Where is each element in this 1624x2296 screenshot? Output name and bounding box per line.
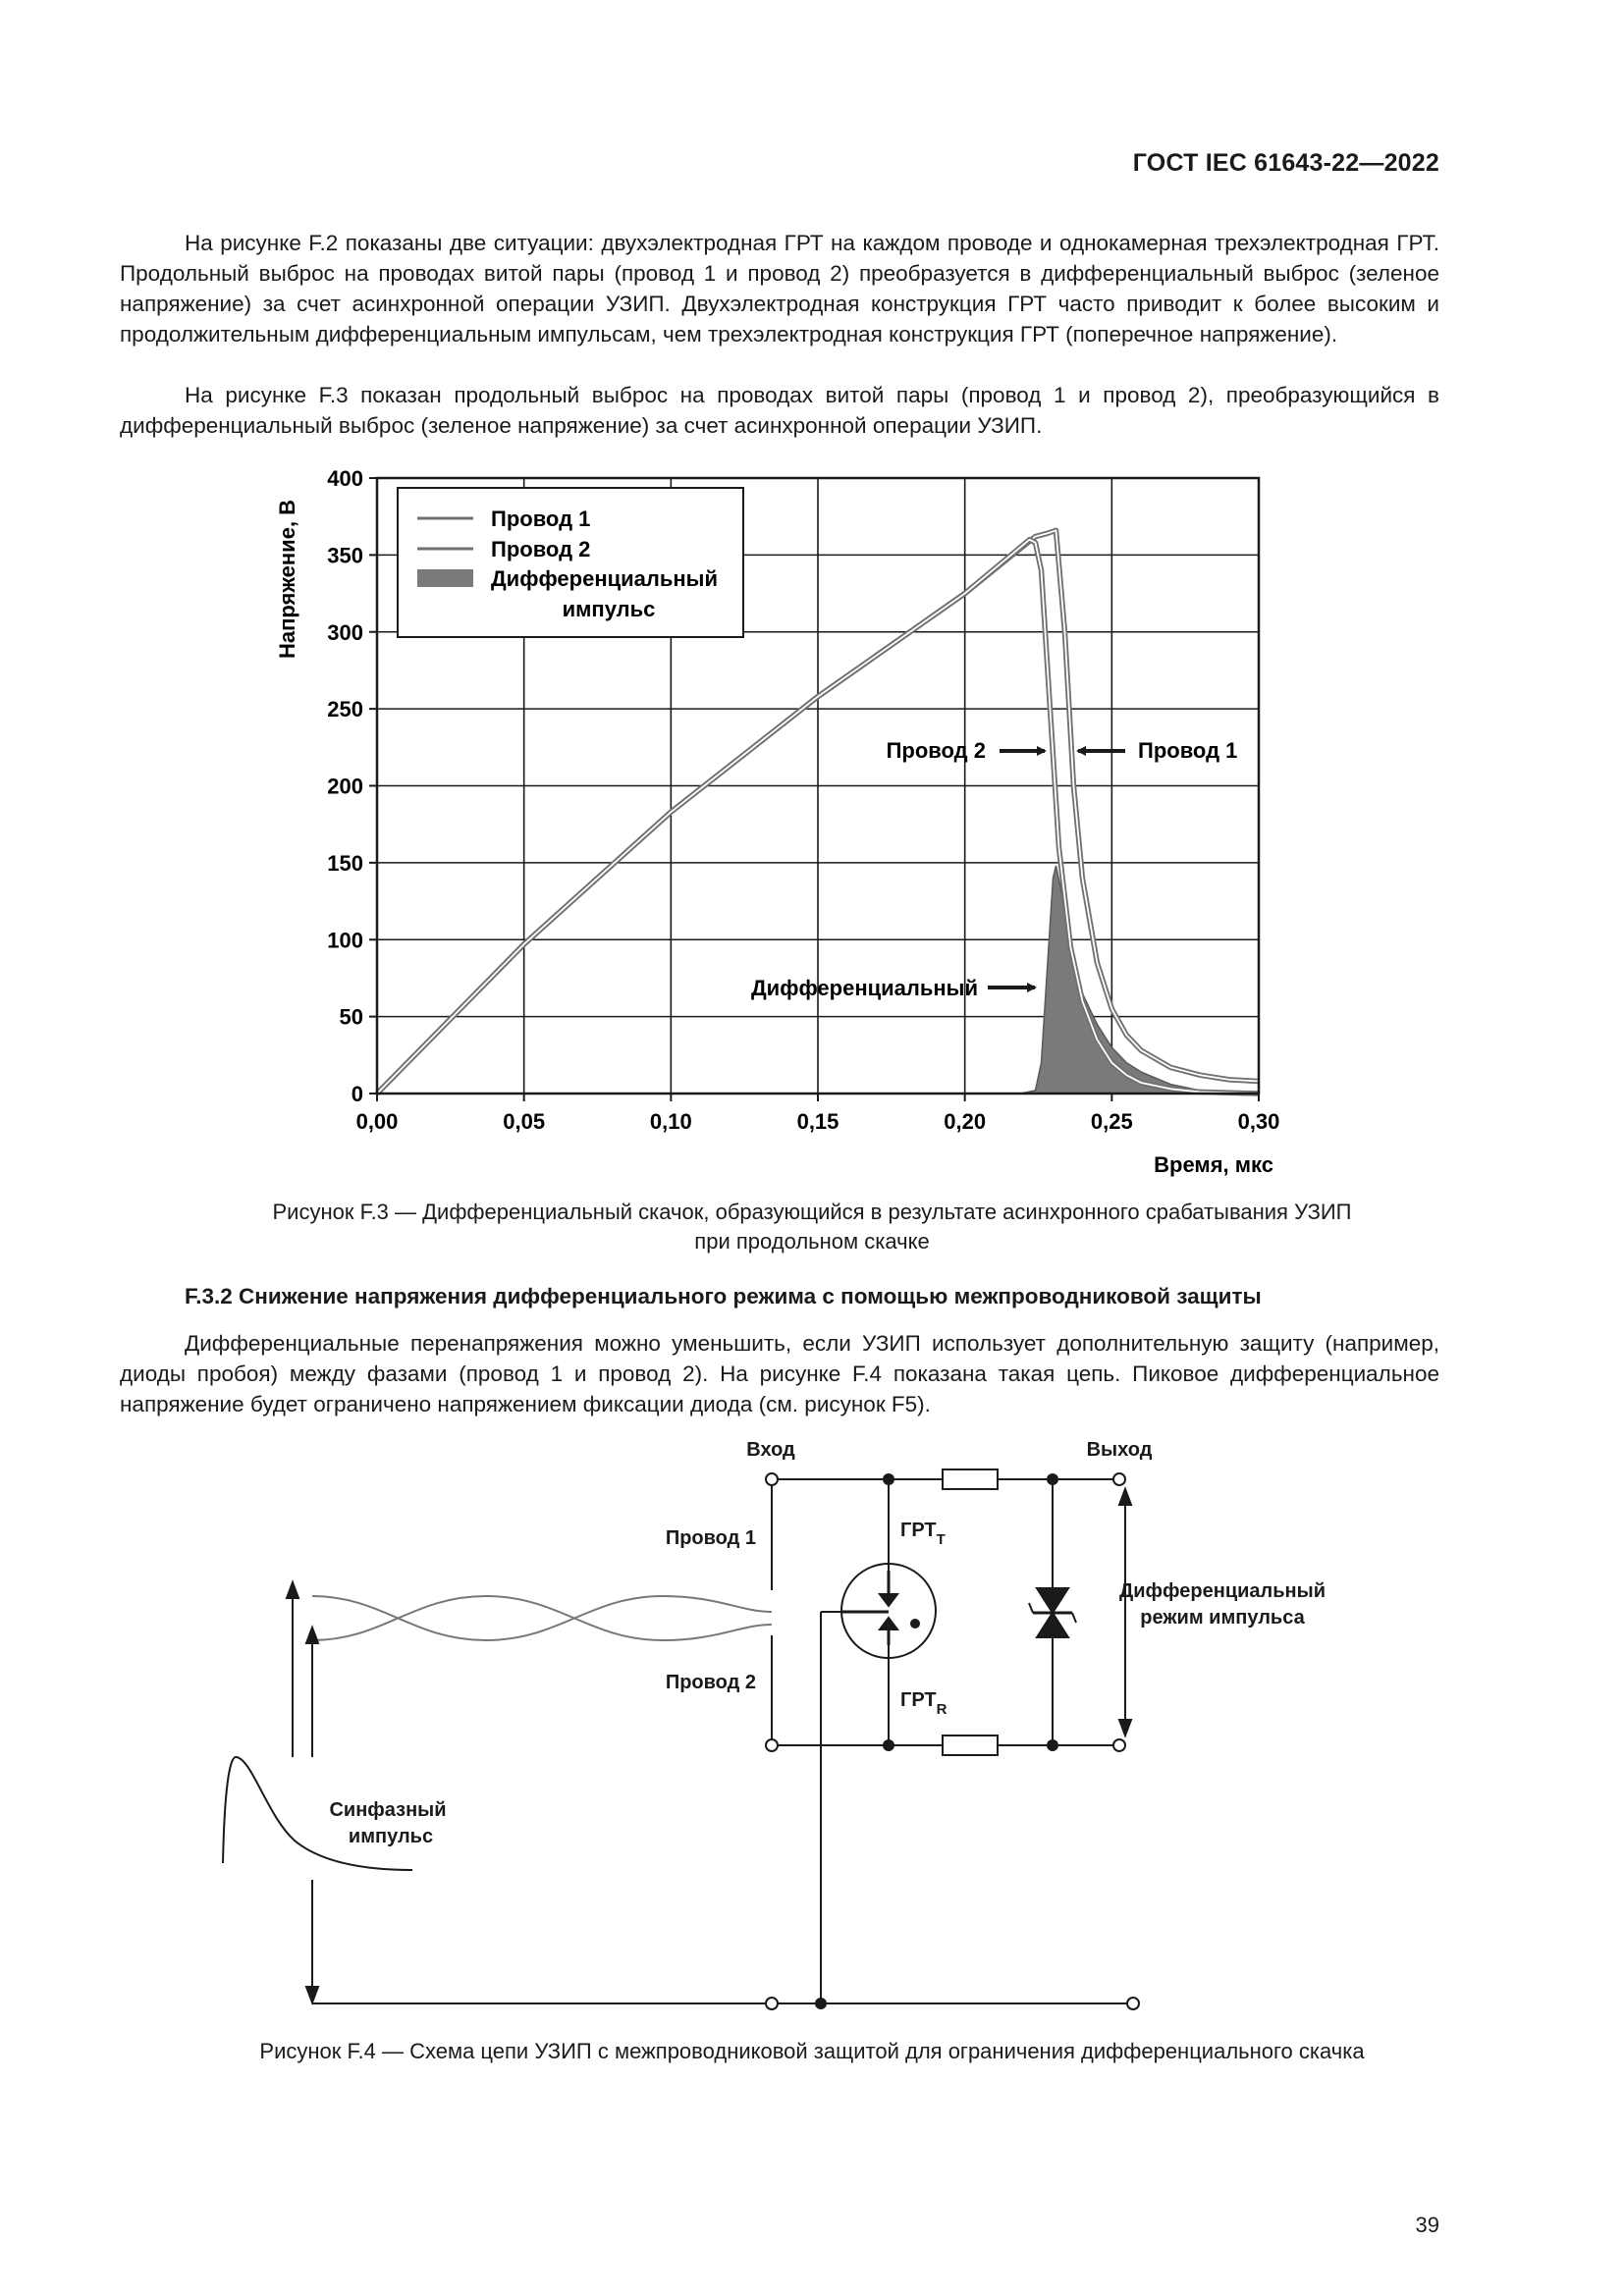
twisted-wire-2 bbox=[312, 1596, 772, 1640]
terminal-input-bottom bbox=[766, 1739, 778, 1751]
label-common-mode-1: Синфазный bbox=[329, 1799, 447, 1821]
legend-label-pulse: импульс bbox=[562, 597, 656, 621]
label-grt-r-main: ГРТ bbox=[900, 1689, 937, 1711]
series-differential-area bbox=[1021, 866, 1259, 1094]
figure-f3-caption-line1: Рисунок F.3 — Дифференциальный скачок, образующийся в результате асинхронного срабатывания УЗИП bbox=[272, 1200, 1352, 1224]
junction-top-diode bbox=[1047, 1473, 1058, 1485]
terminal-output-top bbox=[1113, 1473, 1125, 1485]
label-input: Вход bbox=[746, 1439, 795, 1461]
gdt-gas-dot bbox=[910, 1619, 920, 1629]
chart-legend bbox=[398, 488, 743, 637]
figure-f4-caption: Рисунок F.4 — Схема цепи УЗИП с межпроводниковой защитой для ограничения дифференциального скачка bbox=[259, 2039, 1365, 2063]
diode-bar-tip-left bbox=[1029, 1603, 1033, 1613]
gdt-arrow-top bbox=[880, 1594, 897, 1606]
chart-annotations bbox=[751, 738, 1237, 1000]
label-diff-mode-1: Дифференциальный bbox=[1119, 1580, 1326, 1602]
page-number: 39 bbox=[1415, 2213, 1439, 2237]
label-grt-t-main: ГРТ bbox=[900, 1520, 937, 1541]
y-tick-label: 0 bbox=[351, 1082, 363, 1106]
twisted-wire-1 bbox=[312, 1596, 772, 1640]
label-wire1: Провод 1 bbox=[665, 1527, 756, 1549]
dm-arrow-head-bottom bbox=[1119, 1720, 1131, 1735]
cm-arrow-inner-head bbox=[306, 1628, 318, 1643]
x-tick-label: 0,15 bbox=[796, 1109, 839, 1134]
label-common-mode-2: импульс bbox=[348, 1826, 434, 1847]
y-tick-label: 250 bbox=[327, 697, 363, 722]
x-tick-label: 0,20 bbox=[944, 1109, 987, 1134]
x-tick-label: 0,30 bbox=[1237, 1109, 1280, 1134]
label-output: Выход bbox=[1086, 1439, 1153, 1461]
y-tick-label: 100 bbox=[327, 928, 363, 953]
label-grt-t bbox=[900, 1520, 946, 1548]
y-tick-label: 150 bbox=[327, 850, 363, 876]
paragraph-1: На рисунке F.2 показаны две ситуации: двухэлектродная ГРТ на каждом проводе и однокамерная трехэлектродная ГРТ. Продольный выброс на проводах витой пары (провод 1 и провод 2) преобразуется в дифференциальный выброс (зеленое напряжение) за счет асинхронной операции УЗИП. Двухэлектродная конструкция ГРТ часто приводит к более высоким и продолжительным дифференциальным импульсам, чем трехэлектродная конструкция ГРТ (поперечное напряжение). bbox=[120, 231, 1439, 347]
junction-bottom-diode bbox=[1047, 1739, 1058, 1751]
terminal-output-bottom bbox=[1113, 1739, 1125, 1751]
x-tick-label: 0,05 bbox=[503, 1109, 546, 1134]
x-tick-label: 0,00 bbox=[355, 1109, 399, 1134]
gdt-arrow-bottom bbox=[880, 1618, 897, 1629]
y-tick-label: 50 bbox=[339, 1004, 363, 1030]
annotation-wire2: Провод 2 bbox=[886, 738, 986, 763]
annotation-wire1: Провод 1 bbox=[1138, 738, 1238, 763]
resistor-bottom bbox=[943, 1735, 998, 1755]
paragraph-2: На рисунке F.3 показан продольный выброс на проводах витой пары (провод 1 и провод 2), преобразующийся в дифференциальный выброс (зеленое напряжение) за счет асинхронной операции УЗИП. bbox=[120, 383, 1439, 438]
diode-triangle-bottom bbox=[1037, 1613, 1068, 1637]
terminal-ground-output bbox=[1127, 1998, 1139, 2009]
x-tick-label: 0,10 bbox=[649, 1109, 692, 1134]
voltage-chart bbox=[275, 466, 1279, 1177]
y-tick-label: 300 bbox=[327, 619, 363, 645]
legend-swatch-differential bbox=[417, 569, 473, 587]
figure-f3-caption-line2: при продольном скачке bbox=[694, 1229, 930, 1254]
label-wire2: Провод 2 bbox=[665, 1672, 756, 1693]
cm-arrow-outer-head bbox=[287, 1582, 298, 1598]
junction-bottom-gdt bbox=[883, 1739, 894, 1751]
y-tick-label: 350 bbox=[327, 543, 363, 568]
subsection-title: F.3.2 Снижение напряжения дифференциального режима с помощью межпроводниковой защиты bbox=[185, 1284, 1262, 1308]
y-tick-label: 200 bbox=[327, 774, 363, 799]
y-tick-label: 400 bbox=[327, 466, 363, 491]
diode-bar-tip-right bbox=[1072, 1613, 1076, 1623]
cm-arrow-down-head bbox=[306, 1987, 318, 2002]
annotation-differential: Дифференциальный bbox=[751, 976, 978, 1000]
legend-label-wire2: Провод 2 bbox=[491, 537, 591, 561]
x-axis-label: Время, мкс bbox=[1154, 1152, 1273, 1177]
paragraph-3: Дифференциальные перенапряжения можно уменьшить, если УЗИП использует дополнительную защиту (например, диоды пробоя) между фазами (провод 1 и провод 2). На рисунке F.4 показана такая цепь. Пиковое дифференциальное напряжение будет ограничено напряжением фиксации диода (см. рисунок F5). bbox=[120, 1331, 1439, 1416]
diode-triangle-top bbox=[1037, 1588, 1068, 1613]
document-id: ГОСТ IEC 61643-22—2022 bbox=[1132, 149, 1439, 177]
dm-arrow-head-top bbox=[1119, 1489, 1131, 1505]
x-tick-label: 0,25 bbox=[1090, 1109, 1133, 1134]
y-axis-label: Напряжение, В bbox=[275, 499, 299, 660]
resistor-top bbox=[943, 1469, 998, 1489]
terminal-ground-input bbox=[766, 1998, 778, 2009]
label-grt-t-sub: T bbox=[936, 1531, 946, 1548]
legend-label-differential: Дифференциальный bbox=[491, 566, 718, 591]
label-diff-mode-2: режим импульса bbox=[1140, 1607, 1305, 1629]
label-grt-r bbox=[900, 1689, 947, 1718]
junction-top-gdt bbox=[883, 1473, 894, 1485]
spd-circuit-diagram bbox=[223, 1439, 1326, 2009]
terminal-input-top bbox=[766, 1473, 778, 1485]
label-grt-r-sub: R bbox=[936, 1701, 947, 1718]
legend-label-wire1: Провод 1 bbox=[491, 507, 591, 531]
